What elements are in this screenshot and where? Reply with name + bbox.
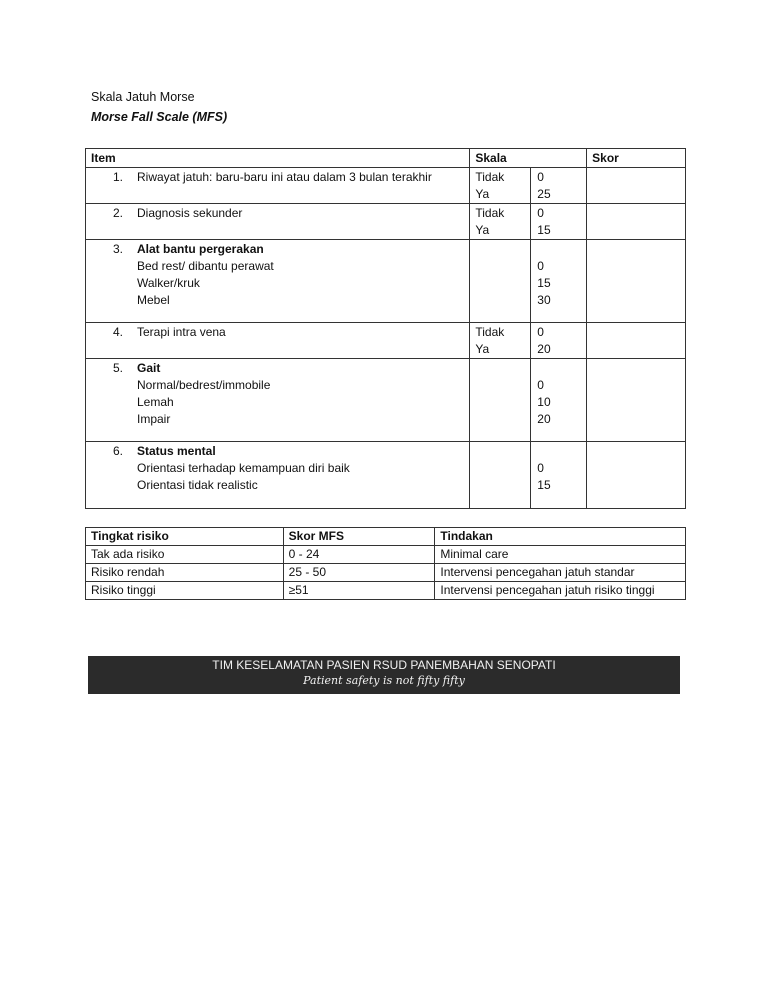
- item-cell: [86, 240, 470, 323]
- skala-cell: [470, 168, 531, 204]
- item-suboption: [113, 258, 465, 275]
- skala-value: 15: [537, 223, 551, 237]
- item-suboption-label: Bed rest/ dibantu perawat: [137, 259, 274, 273]
- skala-cell: [470, 240, 531, 323]
- header-item: Item: [86, 149, 470, 168]
- footer-banner: [88, 656, 680, 694]
- document-subtitle: Morse Fall Scale (MFS): [91, 110, 228, 124]
- skala-value: 15: [537, 276, 551, 290]
- item-suboption: [113, 377, 465, 394]
- item-cell: [86, 204, 470, 240]
- mfs-row: [86, 323, 686, 359]
- item-heading: [113, 241, 465, 258]
- morse-fall-scale-table: [85, 148, 686, 509]
- item-suboption-label: Walker/kruk: [137, 276, 200, 290]
- item-heading: [113, 360, 465, 377]
- item-title: Gait: [137, 361, 161, 375]
- skala-value: 0: [537, 259, 544, 273]
- mfs-score-range: ≥51: [283, 582, 435, 600]
- item-number: 4.: [113, 325, 124, 339]
- skala-cell: [470, 204, 531, 240]
- item-cell: [86, 168, 470, 204]
- risk-level-table: [85, 527, 686, 600]
- item-suboption: [113, 292, 465, 309]
- item-spacer: [113, 377, 137, 394]
- skala-values-cell: [531, 240, 587, 323]
- header-mfs-score: Skor MFS: [283, 528, 435, 546]
- item-title: Status mental: [137, 444, 216, 458]
- score-cell: [587, 168, 686, 204]
- skala-values-cell: [531, 323, 587, 359]
- action: Intervensi pencegahan jatuh risiko tinggi: [435, 582, 686, 600]
- risk-row: [86, 546, 686, 564]
- value-spacer: [537, 443, 586, 460]
- skala-option: Ya: [475, 187, 490, 201]
- footer-title: TIM KESELAMATAN PASIEN RSUD PANEMBAHAN SENOPATI: [212, 658, 556, 672]
- skala-value: 0: [537, 378, 544, 392]
- item-cell: [86, 442, 470, 509]
- mfs-row: [86, 240, 686, 323]
- score-cell: [587, 204, 686, 240]
- skala-value: 25: [537, 187, 551, 201]
- skala-values-cell: [531, 442, 587, 509]
- score-cell: [587, 240, 686, 323]
- skala-values-cell: [531, 168, 587, 204]
- skala-cell: [470, 442, 531, 509]
- header-skor: Skor: [587, 149, 686, 168]
- header-action: Tindakan: [435, 528, 686, 546]
- skala-values-cell: [531, 359, 587, 442]
- item-suboption-label: Orientasi terhadap kemampuan diri baik: [137, 461, 350, 475]
- risk-level: Tak ada risiko: [86, 546, 284, 564]
- value-spacer: [537, 241, 586, 258]
- item-spacer: [113, 477, 137, 494]
- skala-value: 0: [537, 325, 544, 339]
- footer-tagline: Patient safety is not fifty fifty: [303, 674, 465, 687]
- item-spacer: [113, 258, 137, 275]
- item-heading: [113, 205, 465, 222]
- risk-row: [86, 564, 686, 582]
- skala-value: 30: [537, 293, 551, 307]
- risk-level: Risiko tinggi: [86, 582, 284, 600]
- item-suboption-label: Mebel: [137, 293, 170, 307]
- item-cell: [86, 359, 470, 442]
- item-suboption: [113, 411, 465, 428]
- item-number: 5.: [113, 361, 124, 375]
- skala-value: 20: [537, 342, 551, 356]
- item-suboption-label: Orientasi tidak realistic: [137, 478, 258, 492]
- item-suboption: [113, 460, 465, 477]
- skala-option: Ya: [475, 342, 490, 356]
- skala-value: 20: [537, 412, 551, 426]
- action: Intervensi pencegahan jatuh standar: [435, 564, 686, 582]
- mfs-row: [86, 442, 686, 509]
- mfs-score-range: 0 - 24: [283, 546, 435, 564]
- item-number: 6.: [113, 444, 124, 458]
- mfs-row: [86, 168, 686, 204]
- skala-cell: [470, 323, 531, 359]
- risk-row: [86, 582, 686, 600]
- item-suboption: [113, 275, 465, 292]
- item-suboption-label: Lemah: [137, 395, 174, 409]
- item-heading: [113, 169, 465, 186]
- skala-option: Tidak: [475, 206, 505, 220]
- mfs-header-row: [86, 149, 686, 168]
- skala-cell: [470, 359, 531, 442]
- mfs-score-range: 25 - 50: [283, 564, 435, 582]
- item-number: 2.: [113, 206, 124, 220]
- skala-option: Tidak: [475, 170, 505, 184]
- skala-value: 10: [537, 395, 551, 409]
- item-cell: [86, 323, 470, 359]
- skala-value: 0: [537, 170, 544, 184]
- mfs-row: [86, 204, 686, 240]
- score-cell: [587, 359, 686, 442]
- item-spacer: [113, 411, 137, 428]
- item-title: Terapi intra vena: [137, 325, 226, 339]
- item-spacer: [113, 292, 137, 309]
- item-title: Riwayat jatuh: baru-baru ini atau dalam 3 bulan terakhir: [137, 170, 432, 184]
- item-spacer: [113, 275, 137, 292]
- header-risk-level: Tingkat risiko: [86, 528, 284, 546]
- value-spacer: [537, 360, 586, 377]
- header-skala: Skala: [470, 149, 587, 168]
- score-cell: [587, 442, 686, 509]
- item-heading: [113, 443, 465, 460]
- item-title: Diagnosis sekunder: [137, 206, 243, 220]
- item-title: Alat bantu pergerakan: [137, 242, 264, 256]
- item-spacer: [113, 460, 137, 477]
- item-suboption-label: Normal/bedrest/immobile: [137, 378, 271, 392]
- skala-value: 15: [537, 478, 551, 492]
- skala-option: Ya: [475, 223, 490, 237]
- item-number: 1.: [113, 170, 124, 184]
- skala-value: 0: [537, 206, 544, 220]
- mfs-row: [86, 359, 686, 442]
- item-number: 3.: [113, 242, 124, 256]
- skala-option: Tidak: [475, 325, 505, 339]
- action: Minimal care: [435, 546, 686, 564]
- risk-header-row: [86, 528, 686, 546]
- risk-level: Risiko rendah: [86, 564, 284, 582]
- item-suboption: [113, 477, 465, 494]
- item-spacer: [113, 394, 137, 411]
- item-suboption-label: Impair: [137, 412, 171, 426]
- item-heading: [113, 324, 465, 341]
- skala-values-cell: [531, 204, 587, 240]
- item-suboption: [113, 394, 465, 411]
- document-title: Skala Jatuh Morse: [91, 90, 195, 104]
- skala-value: 0: [537, 461, 544, 475]
- score-cell: [587, 323, 686, 359]
